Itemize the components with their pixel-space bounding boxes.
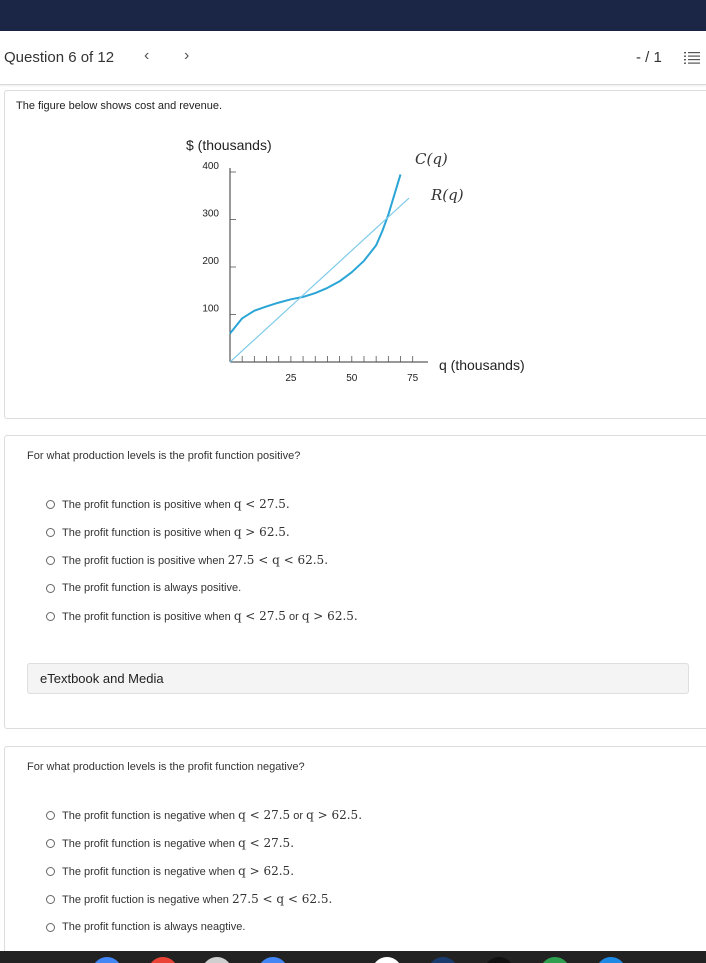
answer-option-label (62, 497, 290, 511)
answer-option-label (62, 525, 290, 539)
option-text: The profit function is positive when (62, 527, 234, 539)
question-list-icon[interactable] (684, 51, 700, 65)
answer-option[interactable] (46, 495, 290, 513)
question-label: Question 6 of 12 (4, 49, 115, 66)
app-icon[interactable] (484, 957, 514, 963)
app-icon[interactable] (148, 957, 178, 963)
question-panel-positive (4, 435, 706, 729)
math-expression: q > 62.5. (238, 864, 295, 878)
option-text: The profit function is negative when (62, 838, 239, 850)
answer-option-label (62, 836, 294, 850)
answer-option[interactable] (46, 918, 245, 936)
option-text: The profit function is always neagtive. (62, 921, 246, 933)
radio-button[interactable] (46, 584, 55, 593)
etextbook-media-button[interactable]: eTextbook and Media (27, 663, 689, 694)
revenue-line (230, 198, 409, 362)
answer-option-label (62, 808, 362, 822)
question-panel-negative (4, 746, 706, 956)
question-prompt: For what production levels is the profit function negative? (27, 761, 305, 773)
x-tick-label: 75 (407, 373, 419, 384)
radio-button[interactable] (46, 528, 55, 537)
revenue-line-label: R(q) (431, 186, 464, 204)
y-tick-label: 200 (202, 256, 219, 267)
radio-button[interactable] (46, 895, 55, 904)
answer-option[interactable] (46, 551, 328, 569)
radio-button[interactable] (46, 556, 55, 565)
cost-revenue-chart (5, 91, 605, 411)
option-text: The profit function is negative when (62, 810, 239, 822)
radio-button[interactable] (46, 867, 55, 876)
math-expression: q > 62.5. (233, 525, 290, 539)
math-expression: q < 27.5 (233, 609, 286, 623)
x-tick-label: 25 (285, 373, 297, 384)
option-text: The profit function is always positive. (62, 582, 242, 594)
radio-button[interactable] (46, 811, 55, 820)
answer-option-label (62, 921, 245, 933)
answer-option-label (62, 864, 294, 878)
answer-option-label (62, 609, 358, 623)
x-tick-label: 50 (346, 373, 358, 384)
figure-panel (4, 90, 706, 419)
math-expression: 27.5 < q < 62.5. (231, 892, 333, 906)
y-tick-label: 400 (202, 161, 219, 172)
figure-intro-text: The figure below shows cost and revenue. (16, 100, 223, 112)
radio-button[interactable] (46, 923, 55, 932)
answer-option[interactable] (46, 579, 241, 597)
next-question-button[interactable]: › (184, 47, 190, 64)
score-label: - / 1 (636, 49, 662, 66)
question-prompt: For what production levels is the profit function positive? (27, 450, 301, 462)
cost-curve (230, 174, 401, 333)
option-text: The profit function is negative when (62, 866, 239, 878)
question-header (0, 31, 706, 85)
answer-option[interactable] (46, 806, 362, 824)
option-text: The profit function is positive when (62, 611, 234, 623)
prev-question-button[interactable]: ‹ (144, 47, 150, 64)
cost-curve-label: C(q) (415, 150, 448, 168)
chrome-icon[interactable] (92, 957, 122, 963)
app-icon[interactable] (202, 957, 232, 963)
docs-icon[interactable] (258, 957, 288, 963)
app-icon[interactable] (428, 957, 458, 963)
app-icon[interactable] (596, 957, 626, 963)
answer-option[interactable] (46, 607, 358, 625)
answer-option[interactable] (46, 862, 294, 880)
app-icon[interactable] (540, 957, 570, 963)
answer-option-label (62, 892, 332, 906)
math-expression: q < 27.5. (233, 497, 290, 511)
taskbar (0, 951, 706, 963)
math-expression: q > 62.5. (306, 808, 363, 822)
math-expression: q < 27.5. (238, 836, 295, 850)
option-text: The profit fuction is negative when (62, 894, 232, 906)
math-expression: q < 27.5 (238, 808, 291, 822)
x-axis-label: q (thousands) (439, 357, 525, 373)
radio-button[interactable] (46, 500, 55, 509)
answer-option-label (62, 582, 241, 594)
option-text: The profit function is positive when (62, 499, 234, 511)
app-icon[interactable] (372, 957, 402, 963)
option-text: or (290, 810, 307, 822)
y-axis-label: $ (thousands) (186, 137, 272, 153)
y-tick-label: 100 (202, 303, 219, 315)
math-expression: q > 62.5. (301, 609, 358, 623)
top-bar (0, 0, 706, 31)
option-text: The profit fuction is positive when (62, 555, 228, 567)
radio-button[interactable] (46, 839, 55, 848)
math-expression: 27.5 < q < 62.5. (227, 553, 329, 567)
option-text: or (285, 611, 302, 623)
answer-option-label (62, 553, 328, 567)
radio-button[interactable] (46, 612, 55, 621)
y-tick-label: 300 (202, 208, 219, 220)
answer-option[interactable] (46, 834, 294, 852)
answer-option[interactable] (46, 890, 332, 908)
answer-option[interactable] (46, 523, 290, 541)
